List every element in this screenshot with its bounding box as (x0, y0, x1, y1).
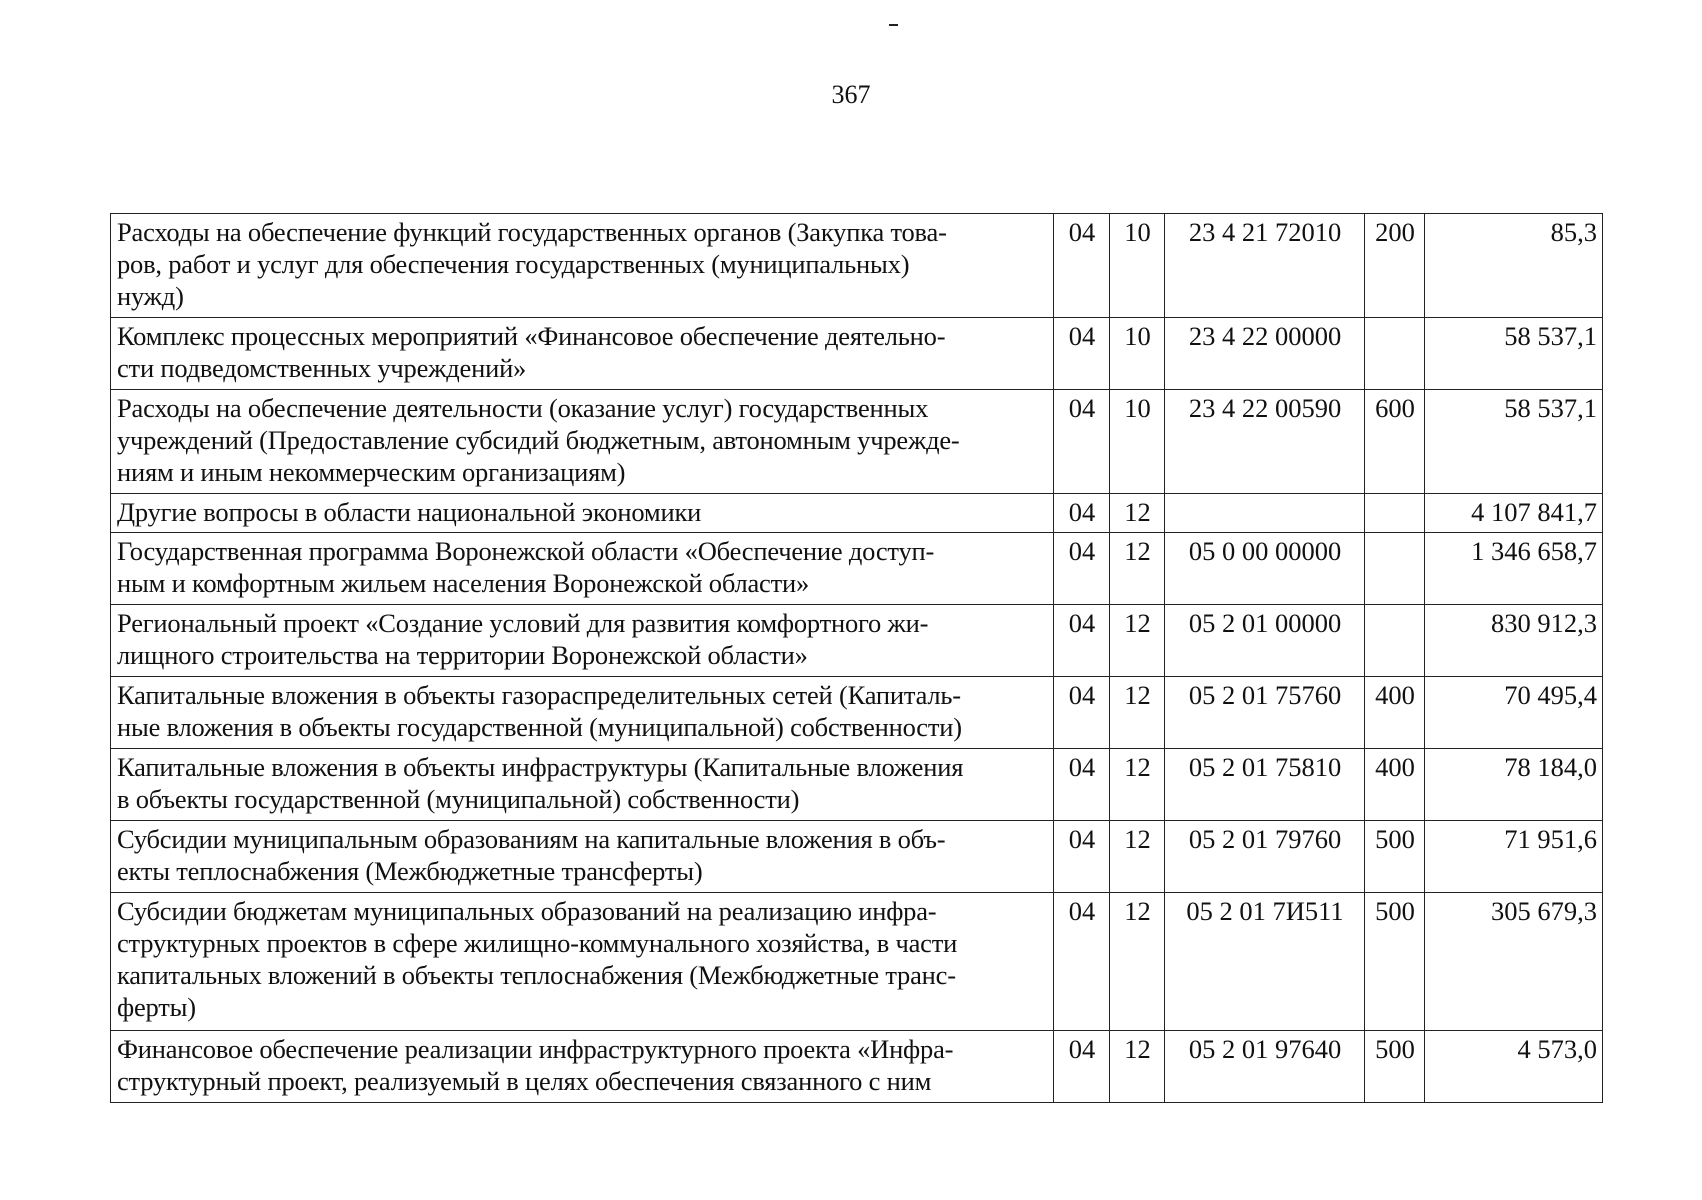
row-section: 04 (1054, 677, 1110, 749)
row-name: Субсидии бюджетам муниципальных образований на реализацию инфра- структурных проектов в сфере жилищно-коммунального хозяйства, в части капитальных вложений в объекты теплоснабжения (Межбюджетные транс- ферты) (111, 893, 1054, 1031)
table-row (111, 893, 1603, 1031)
table-row (111, 214, 1603, 318)
row-section: 04 (1054, 318, 1110, 390)
table-row (111, 318, 1603, 390)
row-name: Государственная программа Воронежской области «Обеспечение доступ- ным и комфортным жильем населения Воронежской области» (111, 533, 1054, 605)
table-row (111, 821, 1603, 893)
row-subsection: 10 (1110, 214, 1165, 318)
table-row (111, 533, 1603, 605)
row-expense-type (1365, 318, 1425, 390)
row-target-code: 05 2 01 75810 (1165, 749, 1365, 821)
row-expense-type (1365, 605, 1425, 677)
row-target-code: 23 4 22 00000 (1165, 318, 1365, 390)
row-amount: 85,3 (1425, 214, 1603, 318)
row-target-code: 05 2 01 97640 (1165, 1031, 1365, 1103)
row-target-code (1165, 494, 1365, 533)
table-row (111, 605, 1603, 677)
row-amount: 70 495,4 (1425, 677, 1603, 749)
row-section: 04 (1054, 821, 1110, 893)
row-amount: 305 679,3 (1425, 893, 1603, 1031)
row-subsection: 12 (1110, 494, 1165, 533)
row-name: Капитальные вложения в объекты газораспределительных сетей (Капиталь- ные вложения в объекты государственной (муниципальной) собственности) (111, 677, 1054, 749)
row-amount: 78 184,0 (1425, 749, 1603, 821)
row-target-code: 05 0 00 00000 (1165, 533, 1365, 605)
row-target-code: 23 4 22 00590 (1165, 390, 1365, 494)
row-subsection: 12 (1110, 605, 1165, 677)
budget-table (110, 213, 1603, 1103)
row-subsection: 12 (1110, 533, 1165, 605)
table-row (111, 494, 1603, 533)
row-amount: 1 346 658,7 (1425, 533, 1603, 605)
row-subsection: 10 (1110, 390, 1165, 494)
row-name: Финансовое обеспечение реализации инфраструктурного проекта «Инфра- структурный проект, реализуемый в целях обеспечения связанного с ним (111, 1031, 1054, 1103)
row-target-code: 05 2 01 00000 (1165, 605, 1365, 677)
row-expense-type: 400 (1365, 677, 1425, 749)
row-subsection: 12 (1110, 1031, 1165, 1103)
row-subsection: 12 (1110, 677, 1165, 749)
row-amount: 4 573,0 (1425, 1031, 1603, 1103)
table-row (111, 390, 1603, 494)
row-target-code: 05 2 01 7И511 (1165, 893, 1365, 1031)
row-name: Расходы на обеспечение функций государственных органов (Закупка това- ров, работ и услуг для обеспечения государственных (муниципальных) нужд) (111, 214, 1054, 318)
row-section: 04 (1054, 390, 1110, 494)
row-target-code: 23 4 21 72010 (1165, 214, 1365, 318)
row-subsection: 12 (1110, 821, 1165, 893)
row-section: 04 (1054, 1031, 1110, 1103)
row-expense-type: 600 (1365, 390, 1425, 494)
row-expense-type: 400 (1365, 749, 1425, 821)
row-expense-type (1365, 533, 1425, 605)
table-row (111, 1031, 1603, 1103)
row-amount: 830 912,3 (1425, 605, 1603, 677)
row-amount: 58 537,1 (1425, 390, 1603, 494)
row-target-code: 05 2 01 75760 (1165, 677, 1365, 749)
row-expense-type: 500 (1365, 1031, 1425, 1103)
page-mark (889, 24, 898, 26)
row-expense-type: 200 (1365, 214, 1425, 318)
table-row (111, 677, 1603, 749)
table-row (111, 749, 1603, 821)
row-amount: 58 537,1 (1425, 318, 1603, 390)
row-name: Комплекс процессных мероприятий «Финансовое обеспечение деятельно- сти подведомственных учреждений» (111, 318, 1054, 390)
row-section: 04 (1054, 605, 1110, 677)
row-name: Капитальные вложения в объекты инфраструктуры (Капитальные вложения в объекты государственной (муниципальной) собственности) (111, 749, 1054, 821)
row-section: 04 (1054, 893, 1110, 1031)
row-target-code: 05 2 01 79760 (1165, 821, 1365, 893)
row-subsection: 12 (1110, 893, 1165, 1031)
row-amount: 71 951,6 (1425, 821, 1603, 893)
row-expense-type: 500 (1365, 893, 1425, 1031)
row-name: Другие вопросы в области национальной экономики (111, 494, 1054, 533)
page-number: 367 (831, 80, 871, 109)
row-name: Субсидии муниципальным образованиям на капитальные вложения в объ- екты теплоснабжения (Межбюджетные трансферты) (111, 821, 1054, 893)
row-section: 04 (1054, 214, 1110, 318)
row-section: 04 (1054, 749, 1110, 821)
row-expense-type: 500 (1365, 821, 1425, 893)
row-subsection: 10 (1110, 318, 1165, 390)
row-name: Расходы на обеспечение деятельности (оказание услуг) государственных учреждений (Предоставление субсидий бюджетным, автономным учрежде- ниям и иным некоммерческим организациям) (111, 390, 1054, 494)
row-name: Региональный проект «Создание условий для развития комфортного жи- лищного строительства на территории Воронежской области» (111, 605, 1054, 677)
row-section: 04 (1054, 533, 1110, 605)
row-amount: 4 107 841,7 (1425, 494, 1603, 533)
row-section: 04 (1054, 494, 1110, 533)
row-subsection: 12 (1110, 749, 1165, 821)
row-expense-type (1365, 494, 1425, 533)
